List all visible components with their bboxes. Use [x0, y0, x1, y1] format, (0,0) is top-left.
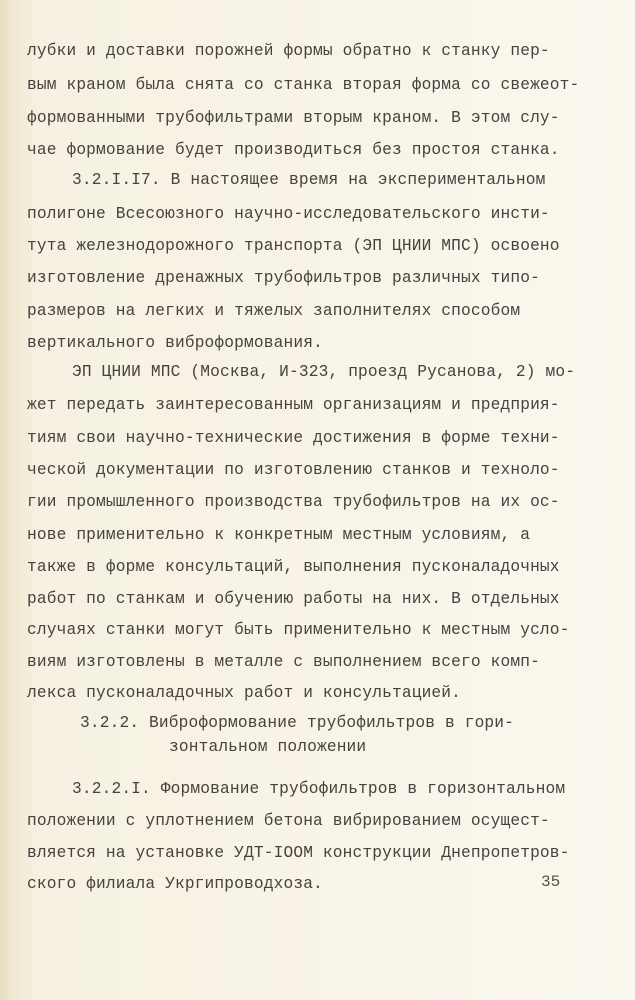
- text-line: тута железнодорожного транспорта (ЭП ЦНИИ МПС) освоено: [27, 237, 560, 255]
- text-line: размеров на легких и тяжелых заполнителях способом: [27, 302, 521, 320]
- section-number-line: 3.2.2.I. Формование трубофильтров в горизонтальном: [72, 780, 566, 798]
- text-line: ческой документации по изготовлению станков и техноло-: [27, 461, 560, 479]
- text-line: полигоне Всесоюзного научно-исследовательского инсти-: [27, 205, 550, 223]
- text-line: гии промышленного производства трубофильтров на их ос-: [27, 493, 560, 511]
- text-line: лекса пусконаладочных работ и консультацией.: [27, 684, 462, 702]
- text-line: работ по станкам и обучению работы на них. В отдельных: [27, 590, 560, 608]
- text-line: формованными трубофильтрами вторым краном. В этом слу-: [27, 109, 560, 127]
- text-line: виям изготовлены в металле с выполнением всего комп-: [27, 653, 540, 671]
- page-number: 35: [541, 873, 561, 891]
- text-line: также в форме консультаций, выполнения пусконаладочных: [27, 558, 560, 576]
- text-line: положении с уплотнением бетона вибрированием осущест-: [27, 812, 550, 830]
- heading-line: зонтальном положении: [169, 738, 367, 756]
- text-line: чае формование будет производиться без простоя станка.: [27, 141, 560, 159]
- heading-line: 3.2.2. Виброформование трубофильтров в гори-: [80, 714, 515, 732]
- text-line: лубки и доставки порожней формы обратно к станку пер-: [27, 42, 550, 60]
- section-number-line: 3.2.I.I7. В настоящее время на экспериментальном: [72, 171, 546, 189]
- text-line: вым краном была снята со станка вторая форма со свежеот-: [27, 76, 580, 94]
- text-line: случаях станки могут быть применительно к местным усло-: [27, 621, 570, 639]
- text-line: вляется на установке УДТ-IOOM конструкции Днепропетров-: [27, 844, 570, 862]
- text-line: вертикального виброформования.: [27, 334, 323, 352]
- text-line: изготовление дренажных трубофильтров различных типо-: [27, 269, 540, 287]
- text-line: нове применительно к конкретным местным условиям, а: [27, 526, 531, 544]
- text-line: ского филиала Укргипроводхоза.: [27, 875, 323, 893]
- text-line: тиям свои научно-технические достижения в форме техни-: [27, 429, 560, 447]
- text-line: жет передать заинтересованным организациям и предприя-: [27, 396, 560, 414]
- text-line: ЭП ЦНИИ МПС (Москва, И-323, проезд Русанова, 2) мо-: [72, 363, 576, 381]
